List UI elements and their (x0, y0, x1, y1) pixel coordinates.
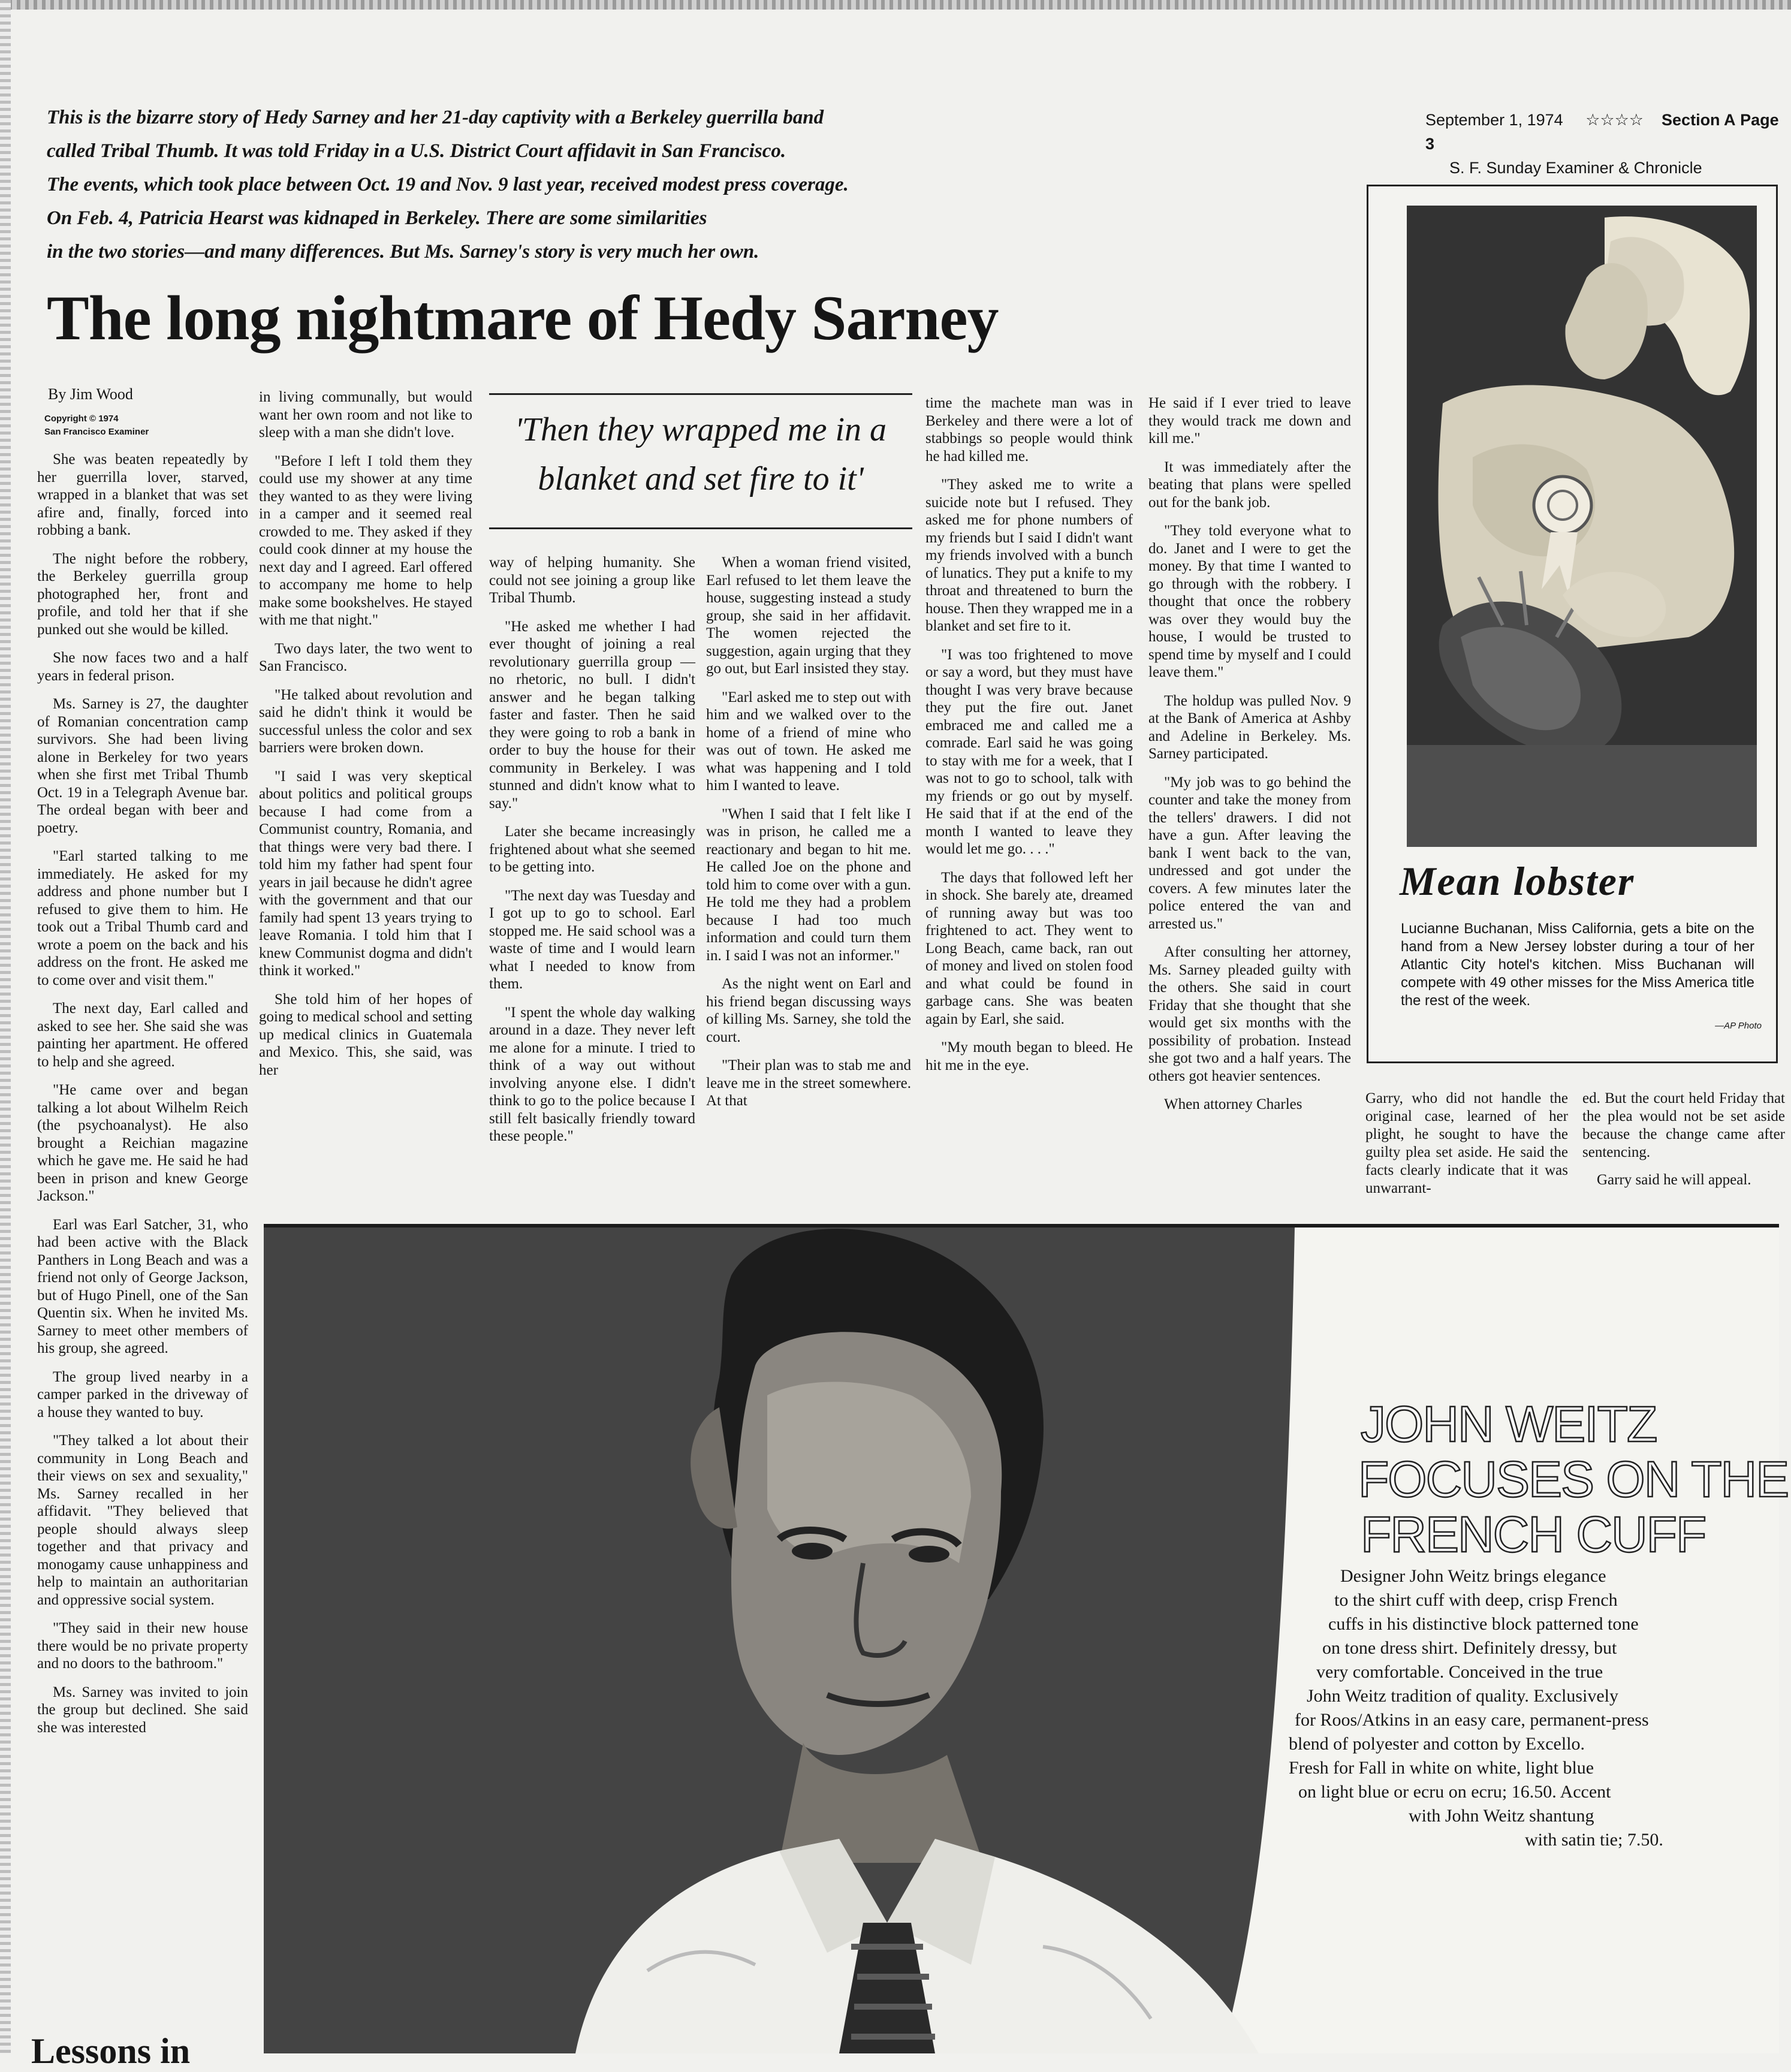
ad-copy-line: with John Weitz shantung (1409, 1806, 1594, 1826)
ad-copy-line: cuffs in his distinctive block patterned tone (1328, 1614, 1639, 1634)
paragraph: Ms. Sarney is 27, the daughter of Romanian concentration camp survivors. She had been living alone in Berkeley for two years when she first met Tribal Thumb Oct. 19 in a Telegraph Avenue bar. The ordeal began with beer and poetry. (37, 696, 248, 836)
photo-caption: Lucianne Buchanan, Miss California, gets a bite on the hand from a New Jersey lobster during a tour of her Atlantic City hotel's kitchen. Miss Buchanan will compete with 49 other misses for the Miss America title the rest of the week. (1401, 921, 1754, 1009)
paragraph: Two days later, the two went to San Francisco. (259, 640, 472, 674)
paragraph: He said if I ever tried to leave they would track me down and kill me." (1148, 395, 1351, 447)
paragraph: way of helping humanity. She could not see joining a group like Tribal Thumb. (489, 554, 695, 606)
ad-copy-line: for Roos/Atkins in an easy care, permanent-press (1295, 1710, 1649, 1730)
paragraph: The group lived nearby in a camper parked in the driveway of a house they wanted to buy. (37, 1368, 248, 1420)
paragraph: Garry, who did not handle the original case, learned of her plight, he sought to have the guilty plea set aside. He said the facts clearly indicate that it was unwarrant- (1365, 1090, 1568, 1196)
paragraph: "They said in their new house there would be no private property and no doors to the bathroom." (37, 1620, 248, 1672)
ad-copy-line: very comfortable. Conceived in the true (1316, 1662, 1603, 1682)
article-column-6 (1148, 394, 1351, 1124)
paragraph: "My job was to go behind the counter and take the money from the tellers' drawers. I did not have a gun. After leaving the bank I went back to the van, undressed and got under the covers. A few minutes later the police entered the van and arrested us." (1148, 774, 1351, 932)
ad-body-copy (1271, 1564, 1702, 1852)
story-intro (47, 101, 1066, 269)
paragraph: After consulting her attorney, Ms. Sarney pleaded guilty with the others. She said in court Friday that she thought that she would get six months with the possibility of probation. Instead she got two and a half years. The others got heavier sentences. (1148, 944, 1351, 1084)
paragraph: "Their plan was to stab me and leave me in the street somewhere. At that (706, 1057, 911, 1109)
paragraph: The night before the robbery, the Berkeley guerrilla group photographed her, front and profile, and told her that if she punked out she would be killed. (37, 550, 248, 638)
ad-copy-line: blend of polyester and cotton by Excello. (1289, 1734, 1585, 1754)
next-story-headline: Lessons in (31, 2031, 191, 2071)
news-photo (1407, 206, 1757, 847)
paragraph: "Earl asked me to step out with him and we walked over to the home of a friend of mine who was out of town. He asked me what was happening and I told him I wanted to leave. (706, 689, 911, 794)
ad-copy-line: to the shirt cuff with deep, crisp French (1334, 1590, 1618, 1610)
article-column-2 (259, 388, 472, 1090)
paragraph: "I was too frightened to move or say a word, but they must have thought I was very brave because they put the fire out. Janet embraced me and called me a comrade. Earl said he was going to stay with me for a week, that I was not to go to school, talk with my friends or go out by myself. He said that if at the end of the month I wanted to leave they would let me go. . . ." (925, 646, 1133, 857)
article-column-4 (706, 554, 911, 1121)
paragraph: "They talked a lot about their community in Long Beach and their views on sex and sexuality," Ms. Sarney recalled in her affidavit. "They believed that people should always sleep together and that privacy and monogamy cause unhappiness and help to maintain an authoritarian and oppressive social system. (37, 1432, 248, 1608)
paper-name: S. F. Sunday Examiner & Chronicle (1449, 159, 1702, 177)
page-number: Page 3 (1425, 111, 1779, 153)
paragraph: "When I said that I felt like I was in prison, he called me a reactionary and began to hit me. He called Joe on the phone and told him to come over with a gun. He told me they had a problem because I had too much information and could turn them in. I said I was not an informer." (706, 806, 911, 964)
headline: The long nightmare of Hedy Sarney (47, 283, 999, 353)
article-tail-column-2 (1582, 1090, 1785, 1199)
ad-copy-line: Fresh for Fall in white on white, light blue (1289, 1758, 1594, 1778)
paragraph: time the machete man was in Berkeley and there were a lot of stabbings so people would think he had killed me. (925, 395, 1133, 465)
news-photo-box (1367, 185, 1778, 1063)
paragraph: "I spent the whole day walking around in a daze. They never left me alone for a minute. I tried to think of a way out without involving anyone else. I didn't think to go to the police because I still felt basically friendly toward these people." (489, 1004, 695, 1144)
intro-line: in the two stories—and many differences. But Ms. Sarney's story is very much her own. (47, 241, 759, 263)
photo-credit: —AP Photo (1715, 1021, 1762, 1031)
paragraph: It was immediately after the beating that plans were spelled out for the bank job. (1148, 459, 1351, 511)
ad-headline-line: JOHN WEITZ (1361, 1396, 1657, 1452)
pullquote: 'Then they wrapped me in a blanket and set fire to it' (514, 411, 887, 497)
ad-headline-line: FRENCH CUFF (1361, 1506, 1706, 1563)
ad-headline (1358, 1396, 1789, 1563)
paragraph: "They told everyone what to do. Janet and I were to get the money. By that time I wanted to go through with the robbery. I thought that once the robbery was over they would buy the house, I would be trusted to spend time by myself and I could leave them." (1148, 523, 1351, 680)
paragraph: She told him of her hopes of going to medical school and setting up medical clinics in Guatemala and Mexico. This, she said, was her (259, 991, 472, 1078)
intro-line: This is the bizarre story of Hedy Sarney and her 21-day captivity with a Berkeley guerrilla band (47, 107, 824, 128)
pullquote-top-rule (489, 393, 912, 395)
pullquote-bottom-rule (489, 527, 912, 529)
ad-copy-line: on tone dress shirt. Definitely dressy, but (1322, 1638, 1617, 1658)
intro-line: The events, which took place between Oct. 19 and Nov. 9 last year, received modest press coverage. (47, 174, 849, 195)
paragraph: She now faces two and a half years in federal prison. (37, 650, 248, 684)
page-left-edge (0, 0, 11, 2053)
paragraph: The days that followed left her in shock. She barely ate, dreamed of running away but was too frightened to act. They went to Long Beach, came back, ran out of money and lived on stolen food and what could be found in garbage cans. She was beaten again by Earl, she said. (925, 869, 1133, 1027)
article-tail-column-1 (1365, 1090, 1568, 1207)
paragraph: "They asked me to write a suicide note but I refused. They asked me for phone numbers of my friends but I said I didn't want my friends involved with a bunch of lunatics. They put a knife to my throat and threatened to burn the house. Then they wrapped me in a blanket and set fire to it. (925, 476, 1133, 634)
copyright-source: San Francisco Examiner (44, 427, 149, 437)
page-top-border (0, 0, 1791, 10)
paragraph: The holdup was pulled Nov. 9 at the Bank of America at Ashby and Adeline in Berkeley. Ms. Sarney participated. (1148, 692, 1351, 762)
ad-headline-line: FOCUSES ON THE (1358, 1451, 1789, 1507)
article-column-1 (37, 451, 248, 1747)
issue-date: September 1, 1974 (1425, 111, 1563, 129)
ad-copy-line: John Weitz tradition of quality. Exclusively (1307, 1686, 1618, 1706)
paragraph: When a woman friend visited, Earl refused to let them leave the house, suggesting instead a study group, she said in her affidavit. The women rejected the suggestion, again urging that they go out, but Earl insisted they stay. (706, 554, 911, 677)
paragraph: "He talked about revolution and said he didn't think it would be successful unless the color and sex barriers were broken down. (259, 686, 472, 756)
paragraph: "I said I was very skeptical about politics and political groups because I had come from a Communist country, Romania, and that things were very bad there. I told him my father had spent four years in jail because he didn't agree with the government and that our family had spent 13 years trying to leave Romania. I told him that I knew Communist dogma and didn't think it worked." (259, 768, 472, 979)
paragraph: in living communally, but would want her own room and not like to sleep with a man she didn't love. (259, 389, 472, 441)
edition-stars: ☆☆☆☆ (1585, 111, 1644, 129)
paragraph: Ms. Sarney was invited to join the group but declined. She said she was interested (37, 1684, 248, 1736)
paragraph: "He asked me whether I had ever thought of joining a real revolutionary guerrilla group — no rhetoric, no bull. I didn't answer and he began talking faster and faster. Then he said they were going to rob a bank in order to buy the house for their community in Berkeley. I was stunned and didn't know what to say." (489, 618, 695, 812)
paragraph: "My mouth began to bleed. He hit me in the eye. (925, 1039, 1133, 1073)
byline: By Jim Wood (48, 385, 133, 403)
paragraph: "Before I left I told them they could use my shower at any time they wanted to as they were living in a camper and it seemed real crowded to me. They asked if they could cook dinner at my house the next day and I agreed. Earl offered to accompany me home to help make some bookshelves. He stayed with me that night." (259, 453, 472, 628)
paragraph: As the night went on Earl and his friend began discussing ways of killing Ms. Sarney, she told the court. (706, 976, 911, 1045)
intro-line: called Tribal Thumb. It was told Friday in a U.S. District Court affidavit in San Francisco. (47, 140, 786, 162)
paragraph: "Earl started talking to me immediately. He asked for my address and phone number but I refused to give them to him. He took out a Tribal Thumb card and wrote a poem on the back and his address on the front. He asked me to come over and visit them." (37, 848, 248, 988)
ad-copy-line: Designer John Weitz brings elegance (1340, 1566, 1606, 1586)
paragraph: When attorney Charles (1164, 1096, 1302, 1112)
paragraph: She was beaten repeatedly by her guerrilla lover, starved, wrapped in a blanket that was set afire and, finally, forced into robbing a bank. (37, 451, 248, 538)
paragraph: Later she became increasingly frightened about what she seemed to be getting into. (489, 824, 695, 875)
ad-copy-line: on light blue or ecru on ecru; 16.50. Accent (1298, 1782, 1611, 1802)
paragraph: ed. But the court held Friday that the plea would not be set aside because the change came after sentencing. (1582, 1090, 1785, 1160)
article-column-5 (925, 394, 1133, 1085)
photo-title: Mean lobster (1400, 858, 1635, 904)
paragraph: The next day, Earl called and asked to see her. She said she was painting her apartment. He offered to help and she agreed. (37, 1000, 248, 1070)
section-label: Section A (1662, 111, 1736, 129)
copyright-notice (44, 412, 149, 439)
paragraph: "The next day was Tuesday and I got up to go to school. Earl stopped me. He said school was a waste of time and I would learn what I needed to know from them. (489, 887, 695, 992)
masthead-dateline (1425, 108, 1785, 180)
ad-copy-line: with satin tie; 7.50. (1525, 1830, 1663, 1850)
intro-line: On Feb. 4, Patricia Hearst was kidnaped in Berkeley. There are some similarities (47, 207, 707, 229)
article-column-3 (489, 554, 695, 1156)
paragraph: Earl was Earl Satcher, 31, who had been active with the Black Panthers in Long Beach and was a friend not only of George Jackson, but of Hugo Pinell, one of the San Quentin six. When he invited Ms. Sarney to meet other members of his group, she agreed. (37, 1216, 248, 1356)
paragraph: Garry said he will appeal. (1597, 1172, 1751, 1188)
paragraph: "He came over and began talking a lot about Wilhelm Reich (the psychoanalyst). He also brought a Reichian magazine which he gave me. He said he had been in prison and knew George Jackson." (37, 1082, 248, 1204)
copyright-line: Copyright © 1974 (44, 414, 119, 424)
